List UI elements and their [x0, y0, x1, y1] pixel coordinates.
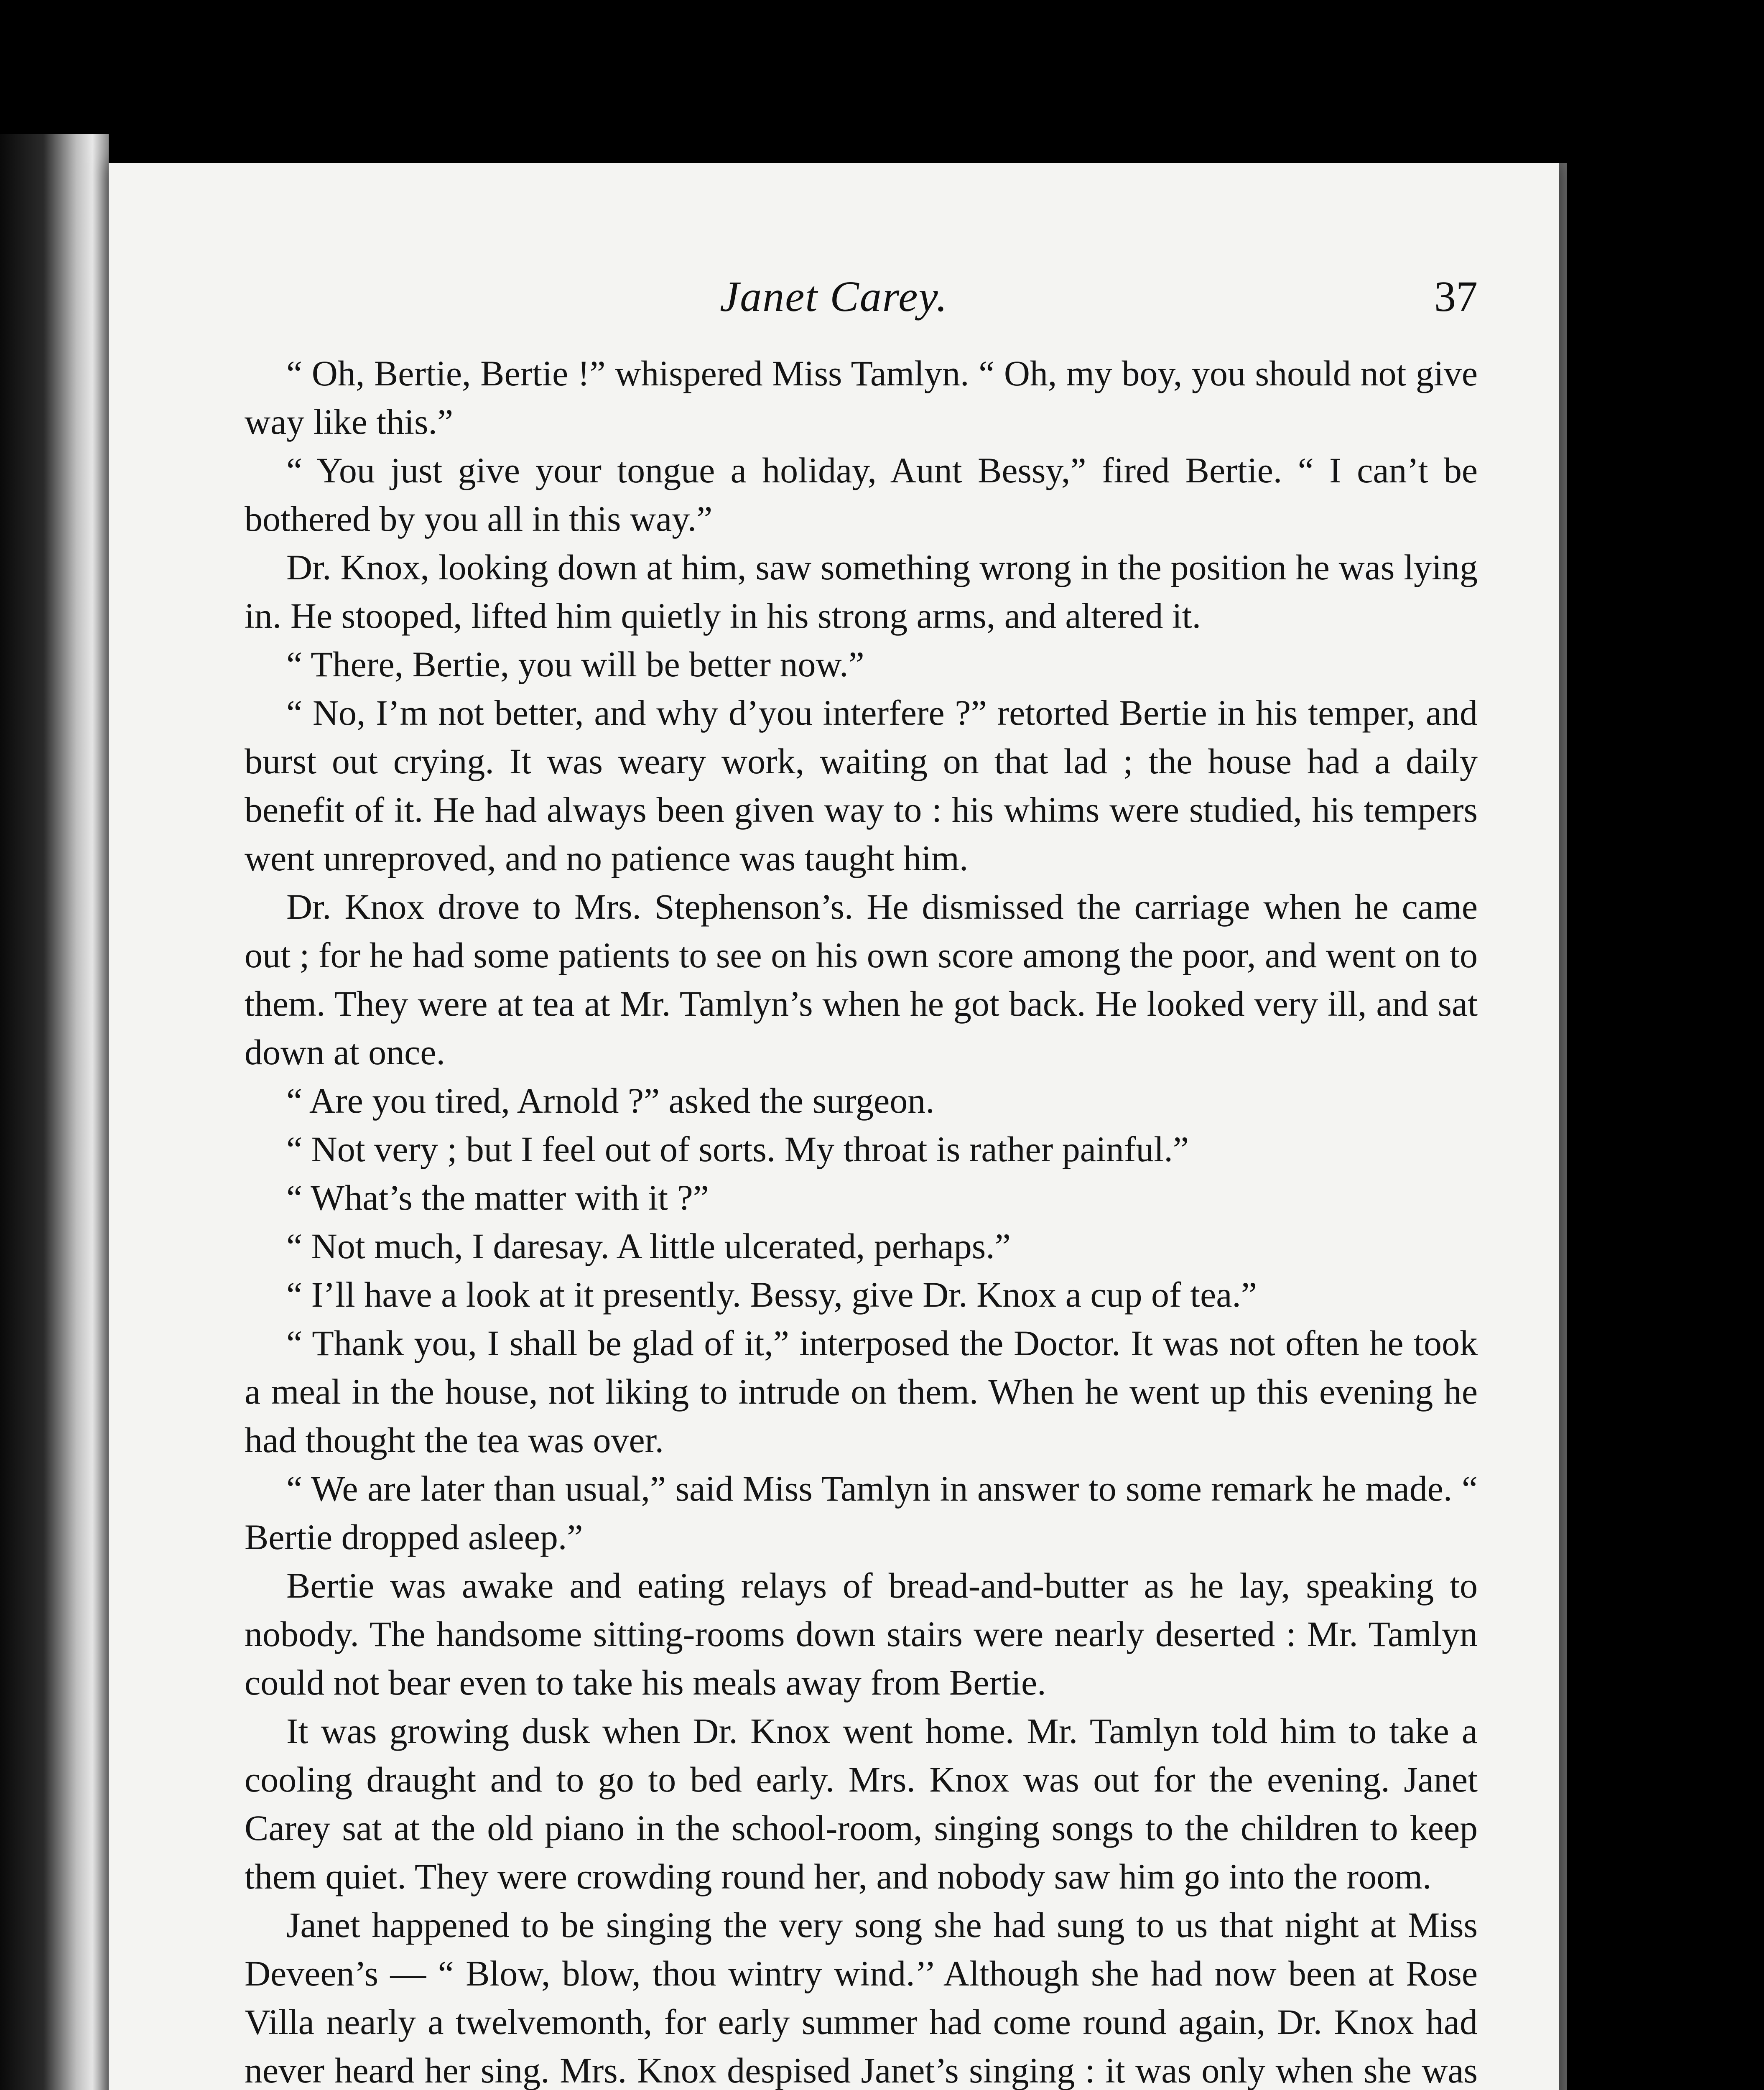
paragraph: “ No, I’m not better, and why d’you interfere ?” retorted Bertie in his temper, and burst out crying. It was weary work, waiting on that lad ; the house had a daily benefit of it. He had always been given way to : his whims were studied, his tempers went unreproved, and no patience was taught him. — [245, 693, 1478, 878]
paragraph: “ Not much, I daresay. A little ulcerated, perhaps.” — [286, 1226, 1011, 1266]
paragraph: Dr. Knox drove to Mrs. Stephenson’s. He dismissed the carriage when he came out ; for he had some patients to see on his own score among the poor, and went on to them. They were at tea at Mr. Tamlyn’s when he got back. He looked very ill, and sat down at once. — [245, 887, 1478, 1072]
paragraph: Janet happened to be singing the very song she had sung to us that night at Miss Deveen’s — “ Blow, blow, thou wintry wind.’’ Although she had now been at Rose Villa nearly a twelvemonth, for early summer had come round again, Dr. Knox had never heard her sing. Mrs. Knox despised Janet’s singing : it was only when she was — [245, 1905, 1478, 2090]
paragraph: “ Not very ; but I feel out of sorts. My throat is rather painful.” — [286, 1129, 1189, 1169]
paragraph: “ We are later than usual,” said Miss Tamlyn in answer to some remark he made. “ Bertie dropped asleep.” — [245, 1468, 1478, 1557]
body-text — [245, 349, 1478, 2090]
page-edge — [1559, 163, 1567, 2090]
paragraph: “ Oh, Bertie, Bertie !” whispered Miss Tamlyn. “ Oh, my boy, you should not give way like this.” — [245, 353, 1478, 442]
paragraph: “ You just give your tongue a holiday, Aunt Bessy,” fired Bertie. “ I can’t be bothered by you all in this way.” — [245, 450, 1478, 539]
paragraph: “ Are you tired, Arnold ?” asked the surgeon. — [286, 1081, 935, 1121]
book-spine — [0, 134, 109, 2090]
paragraph: “ Thank you, I shall be glad of it,” interposed the Doctor. It was not often he took a meal in the house, not liking to intrude on them. When he went up this evening he had thought the tea was over. — [245, 1323, 1478, 1460]
paragraph: Bertie was awake and eating relays of bread-and-butter as he lay, speaking to nobody. The handsome sitting-rooms down stairs were nearly deserted : Mr. Tamlyn could not bear even to take his meals away from Bertie. — [245, 1565, 1478, 1703]
paragraph: “ What’s the matter with it ?” — [286, 1178, 709, 1218]
page-header — [109, 272, 1559, 339]
book-page — [109, 163, 1559, 2090]
page-number: 37 — [1434, 273, 1478, 321]
paragraph: Dr. Knox, looking down at him, saw something wrong in the position he was lying in. He stooped, lifted him quietly in his strong arms, and altered it. — [245, 547, 1478, 636]
paragraph: “ I’ll have a look at it presently. Bessy, give Dr. Knox a cup of tea.” — [286, 1274, 1257, 1315]
paragraph: It was growing dusk when Dr. Knox went home. Mr. Tamlyn told him to take a cooling draught and to go to bed early. Mrs. Knox was out for the evening. Janet Carey sat at the old piano in the school-room, singing songs to the children to keep them quiet. They were crowding round her, and nobody saw him go into the room. — [245, 1711, 1478, 1896]
paragraph: “ There, Bertie, you will be better now.” — [286, 644, 864, 684]
running-title: Janet Carey. — [720, 273, 948, 321]
